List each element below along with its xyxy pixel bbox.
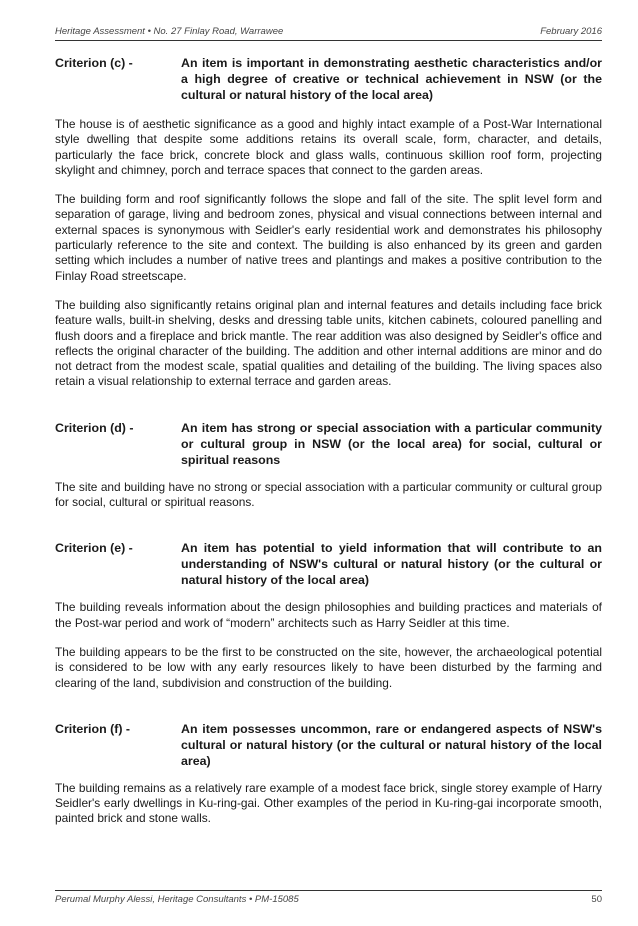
criterion-d-paragraph-1: The site and building have no strong or special association with a particular community or cultural group for social, cultural or spiritual reasons.: [55, 479, 602, 510]
footer-consultant: Perumal Murphy Alessi, Heritage Consultants • PM-15085: [55, 894, 299, 905]
criterion-e-heading: [55, 540, 602, 588]
page-number: 50: [591, 894, 602, 905]
document-body: [55, 55, 602, 827]
criterion-e-label: Criterion (e) -: [55, 541, 133, 556]
header-document-title: Heritage Assessment • No. 27 Finlay Road, Warrawee: [55, 26, 284, 37]
criterion-e-section: [55, 540, 602, 690]
criterion-c-paragraph-2: The building form and roof significantly follows the slope and fall of the site. The split level form and separation of garage, living and bedroom zones, physical and visual connections between internal and external spaces is synonymous with Seidler's early residential work and demonstrates his philosophy particularly reference to the site and context. The building is also enhanced by its green and garden setting which includes a number of native trees and plantings and makes a positive contribution to the Finlay Road streetscape.: [55, 192, 602, 283]
criterion-d-section: [55, 420, 602, 511]
page-header: [55, 26, 602, 41]
criterion-c-paragraph-1: The house is of aesthetic significance as a good and highly intact example of a Post-War International style dwelling that despite some additions retains its overall scale, form, character, and details, particularly the face brick, concrete block and glass walls, continuous skillion roof form, projecting skylight and chimney, porch and terrace spaces that connect to the garden areas.: [55, 117, 602, 177]
criterion-d-title: An item has strong or special association with a particular community or cultural group in NSW (or the local area) for social, cultural or spiritual reasons: [181, 420, 602, 467]
page-footer: [55, 890, 602, 905]
criterion-f-section: [55, 721, 602, 827]
criterion-e-paragraph-1: The building reveals information about the design philosophies and building practices and materials of the Post-war period and work of “modern” architects such as Harry Seidler at this time.: [55, 600, 602, 630]
criterion-e-paragraph-2: The building appears to be the first to be constructed on the site, however, the archaeological potential is considered to be low with any early resources likely to have been disturbed by the farming and clearing of the land, subdivision and construction of the building.: [55, 644, 602, 690]
criterion-f-label: Criterion (f) -: [55, 721, 131, 736]
criterion-c-label: Criterion (c) -: [55, 56, 133, 70]
criterion-c-title: An item is important in demonstrating aesthetic characteristics and/or a high degree of creative or technical achievement in NSW (or the cultural or natural history of the local area): [181, 56, 602, 102]
criterion-e-title: An item has potential to yield information that will contribute to an understanding of NSW's cultural or natural history (or the cultural or natural history of the local area): [181, 541, 602, 588]
criterion-d-heading: [55, 420, 602, 468]
criterion-f-heading: [55, 721, 602, 769]
criterion-f-paragraph-1: The building remains as a relatively rare example of a modest face brick, single storey example of Harry Seidler's early dwellings in Ku-ring-gai. Other examples of the period in Ku-ring-gai incorporate smooth, painted brick and stone walls.: [55, 780, 602, 826]
criterion-c-paragraph-3: The building also significantly retains original plan and internal features and details including face brick feature walls, built-in shelving, desks and dressing table units, kitchen cabinets, coloured panelling and flush doors and a fireplace and brick mantle. The rear addition was also designed by Seidler's office and reflects the original character of the building. The addition and other internal additions are minor and do not detract from the modest scale, spatial qualities and detailing of the building. The living spaces also retain a visual relationship to external terrace and garden areas.: [55, 297, 602, 389]
criterion-c-heading: [55, 55, 602, 103]
header-date: February 2016: [540, 26, 602, 37]
criterion-f-title: An item possesses uncommon, rare or endangered aspects of NSW's cultural or natural history (or the cultural or natural history of the local area): [181, 721, 602, 768]
criterion-c-section: [55, 55, 602, 390]
criterion-d-label: Criterion (d) -: [55, 420, 134, 435]
